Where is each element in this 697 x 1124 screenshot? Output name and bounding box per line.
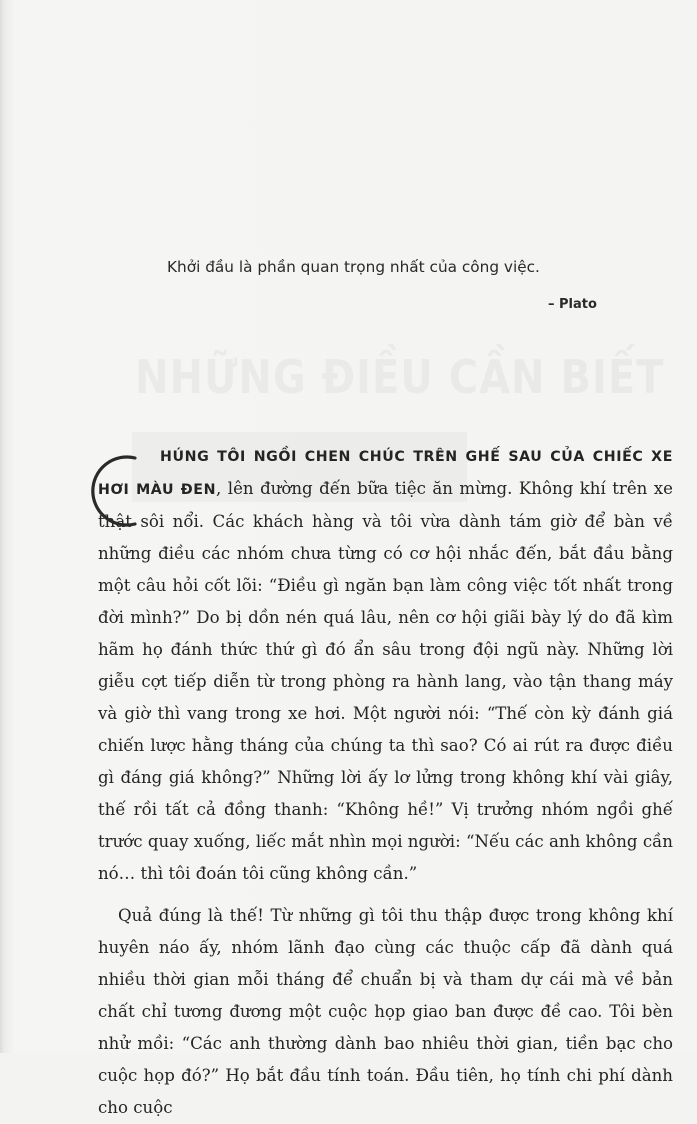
drop-cap-glyph [85,450,141,532]
chapter-body [85,440,673,1124]
paragraph-1-text: , lên đường đến bữa tiệc ăn mừng. Không khí trên xe thật sôi nổi. Các khách hàng và tôi vừa dành tám giờ để bàn về những điều các nhóm chưa từng có cơ hội nhắc đến, bắt đầu bằng một câu hỏi cốt lõi: “Điều gì ngăn bạn làm công việc tốt nhất trong đời mình?” Do bị dồn nén quá lâu, nên cơ hội giãi bày lý do đã kìm hãm họ đánh thức thứ gì đó ẩn sâu trong đội ngũ này. Những lời giễu cợt tiếp diễn từ trong phòng ra hành lang, vào tận thang máy và giờ thì vang trong xe hơi. Một người nói: “Thế còn kỳ đánh giá chiến lược hằng tháng của chúng ta thì sao? Có ai rút ra được điều gì đáng giá không?” Những lời ấy lơ lửng trong không khí vài giây, thế rồi tất cả đồng thanh: “Không hề!” Vị trưởng nhóm ngồi ghế trước quay xuống, liếc mắt nhìn mọi người: “Nếu các anh không cần nó… thì tôi đoán tôi cũng không cần.” [98,479,673,883]
paragraph-1 [85,440,673,890]
drop-cap [85,450,141,532]
svg-text:C: C [85,450,86,451]
lead-in-caps: HÚNG TÔI NGỒI CHEN CHÚC TRÊN GHẾ SAU CỦA CHIẾC XE HƠI MÀU ĐEN [98,449,673,498]
paragraph-2: Quả đúng là thế! Từ những gì tôi thu thập được trong không khí huyên náo ấy, nhóm lãnh đạo cùng các thuộc cấp đã dành quá nhiều thời gian mỗi tháng để chuẩn bị và tham dự cái mà về bản chất chỉ tương đương một cuộc họp giao ban được đề cao. Tôi bèn nhử mồi: “Các anh thường dành bao nhiêu thời gian, tiền bạc cho cuộc họp đó?” Họ bắt đầu tính toán. Đầu tiên, họ tính chi phí dành cho cuộc [98,906,673,1117]
epigraph-quote: Khởi đầu là phần quan trọng nhất của công việc. [167,258,540,276]
epigraph-author: – Plato [548,297,597,312]
show-through-heading [135,352,664,405]
